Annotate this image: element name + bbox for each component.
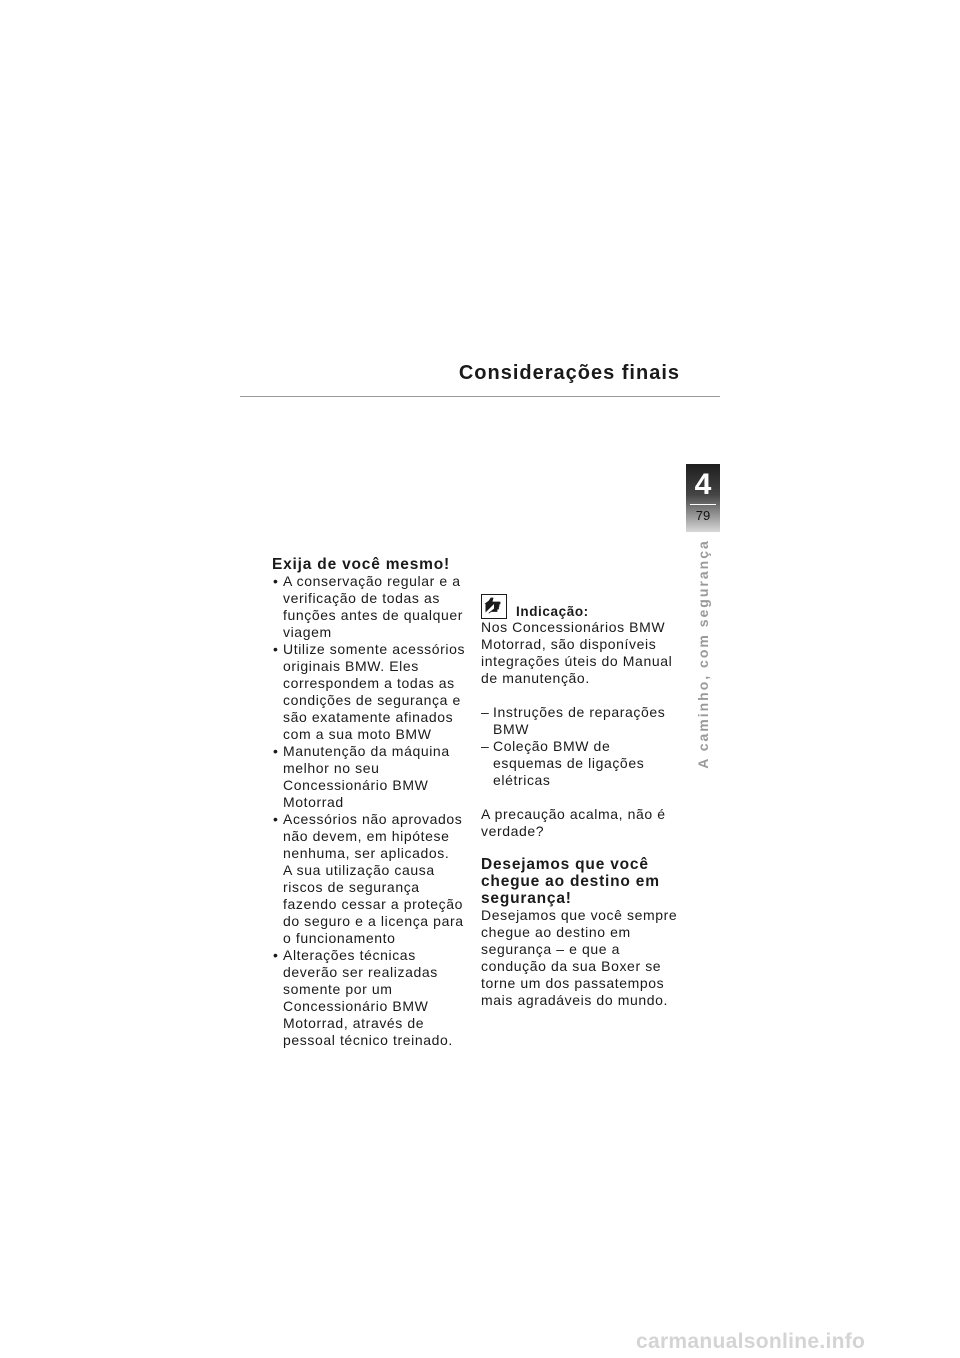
requirements-list (272, 573, 472, 1049)
chapter-tab (686, 464, 720, 532)
chapter-divider (690, 504, 716, 505)
footer-watermark: carmanualsonline.info (636, 1330, 866, 1353)
list-item-extra-text: A sua utilização causa riscos de segurança fazendo cessar a proteção do seguro e a licença para o funcionamento (283, 862, 464, 946)
section-heading-desejamos: Desejamos que você chegue ao destino em segurança! (481, 856, 660, 907)
title-divider (240, 396, 720, 397)
right-column (481, 590, 681, 1009)
list-item: • A conservação regular e a verificação de todas as funções antes de qualquer viagem (272, 573, 472, 641)
list-item (272, 811, 472, 947)
list-item-text: Acessórios não aprovados não devem, em hipótese nenhuma, ser aplicados. (283, 811, 463, 861)
note-hand-icon (481, 594, 507, 619)
list-item: • Utilize somente acessórios originais BMW. Eles correspondem a todas as condições de segurança e são exatamente afinados com a sua moto BMW (272, 641, 472, 743)
precaution-text: A precaução acalma, não é verdade? (481, 806, 666, 839)
note-text: Nos Concessionários BMW Motorrad, são disponíveis integrações úteis do Manual de manutenção. (481, 619, 673, 686)
list-item: • Manutenção da máquina melhor no seu Concessionário BMW Motorrad (272, 743, 472, 811)
note-label: Indicação: (516, 604, 589, 619)
list-item: – Instruções de reparações BMW (481, 704, 681, 738)
list-item: • Alterações técnicas deverão ser realizadas somente por um Concessionário BMW Motorrad, através de pessoal técnico treinado. (272, 947, 472, 1049)
page-number: 79 (695, 508, 711, 523)
page-title: Considerações finais (458, 362, 680, 384)
section-side-label: A caminho, com segurança (695, 539, 711, 769)
chapter-number: 4 (694, 468, 712, 501)
manuals-list (481, 704, 681, 789)
left-column (272, 556, 472, 1049)
section-heading-exija: Exija de você mesmo! (272, 556, 450, 573)
list-item: – Coleção BMW de esquemas de ligações elétricas (481, 738, 681, 789)
note-header (481, 590, 681, 619)
closing-text: Desejamos que você sempre chegue ao destino em segurança – e que a condução da sua Boxer se torne um dos passatempos mais agradáveis do mundo. (481, 907, 678, 1008)
